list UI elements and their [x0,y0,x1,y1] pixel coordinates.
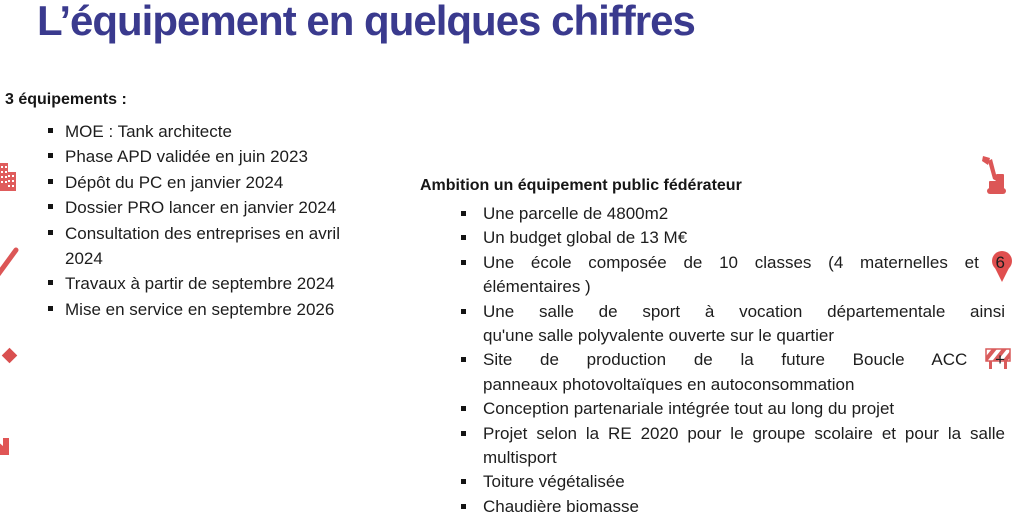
bullet-square-icon [461,309,466,314]
bullet-text: Site de production de la future Boucle ACC + panneaux photovoltaïques en autoconsommation [483,350,1005,394]
bullet-square-icon [48,128,53,133]
list-item [461,422,1005,471]
bullet-text: Projet selon la RE 2020 pour le groupe scolaire et pour la salle multisport [483,423,1005,468]
bullet-text: Un budget global de 13 M€ [483,228,688,248]
bullet-text: Une école composée de 10 classes (4 maternelles et 6 élémentaires ) [483,252,1005,297]
list-item [48,119,387,144]
bullet-text: Travaux à partir de septembre 2024 [65,274,335,294]
list-item [461,495,1005,519]
bullet-square-icon [48,280,53,285]
diamond-icon [2,348,18,364]
bullet-text: Une salle de sport à vocation départementale ainsi qu'une salle polyvalente ouverte sur le quartier [483,301,1005,346]
list-item [48,144,387,169]
bullet-square-icon [48,306,53,311]
bullet-square-icon [461,504,466,509]
list-item [48,271,387,296]
bullet-square-icon [48,204,53,209]
bullet-text: Conception partenariale intégrée tout au long du projet [483,399,895,419]
excavator-icon [981,155,1007,202]
bullet-square-icon [461,211,466,216]
right-section-heading: Ambition un équipement public fédérateur [420,177,742,194]
bullet-square-icon [48,153,53,158]
bullet-square-icon [461,406,466,411]
list-item [48,195,387,220]
factory-icon [0,434,15,461]
list-item [461,348,1005,397]
bullet-text: Phase APD validée en juin 2023 [65,147,308,167]
bullet-square-icon [461,260,466,265]
list-item [461,202,1005,226]
page-title: L’équipement en quelques chiffres [37,0,695,44]
list-item [48,297,387,322]
right-bullet-list [461,202,1005,519]
bullet-square-icon [48,179,53,184]
list-item [461,251,1005,300]
city-buildings-icon [0,160,19,196]
list-item [461,470,1005,494]
bullet-square-icon [461,431,466,436]
list-item [461,226,1005,250]
list-item [461,397,1005,421]
bullet-text: Dépôt du PC en janvier 2024 [65,172,284,192]
bullet-text: Mise en service en septembre 2026 [65,299,335,319]
bullet-text: Consultation des entreprises en avril 2024 [65,223,340,269]
left-bullet-list [48,119,387,322]
list-item [48,221,387,272]
left-section-heading: 3 équipements : [5,91,127,108]
bullet-square-icon [48,230,53,235]
bullet-square-icon [461,235,466,240]
bullet-text: Dossier PRO lancer en janvier 2024 [65,198,337,218]
bullet-text: Chaudière biomasse [483,496,639,516]
bullet-text: Une parcelle de 4800m2 [483,204,669,223]
bullet-text: Toiture végétalisée [483,472,625,492]
list-item [461,300,1005,349]
pencil-line-icon [0,244,19,285]
list-item [48,170,387,195]
bullet-square-icon [461,357,466,362]
bullet-text: MOE : Tank architecte [65,122,232,141]
bullet-square-icon [461,479,466,484]
